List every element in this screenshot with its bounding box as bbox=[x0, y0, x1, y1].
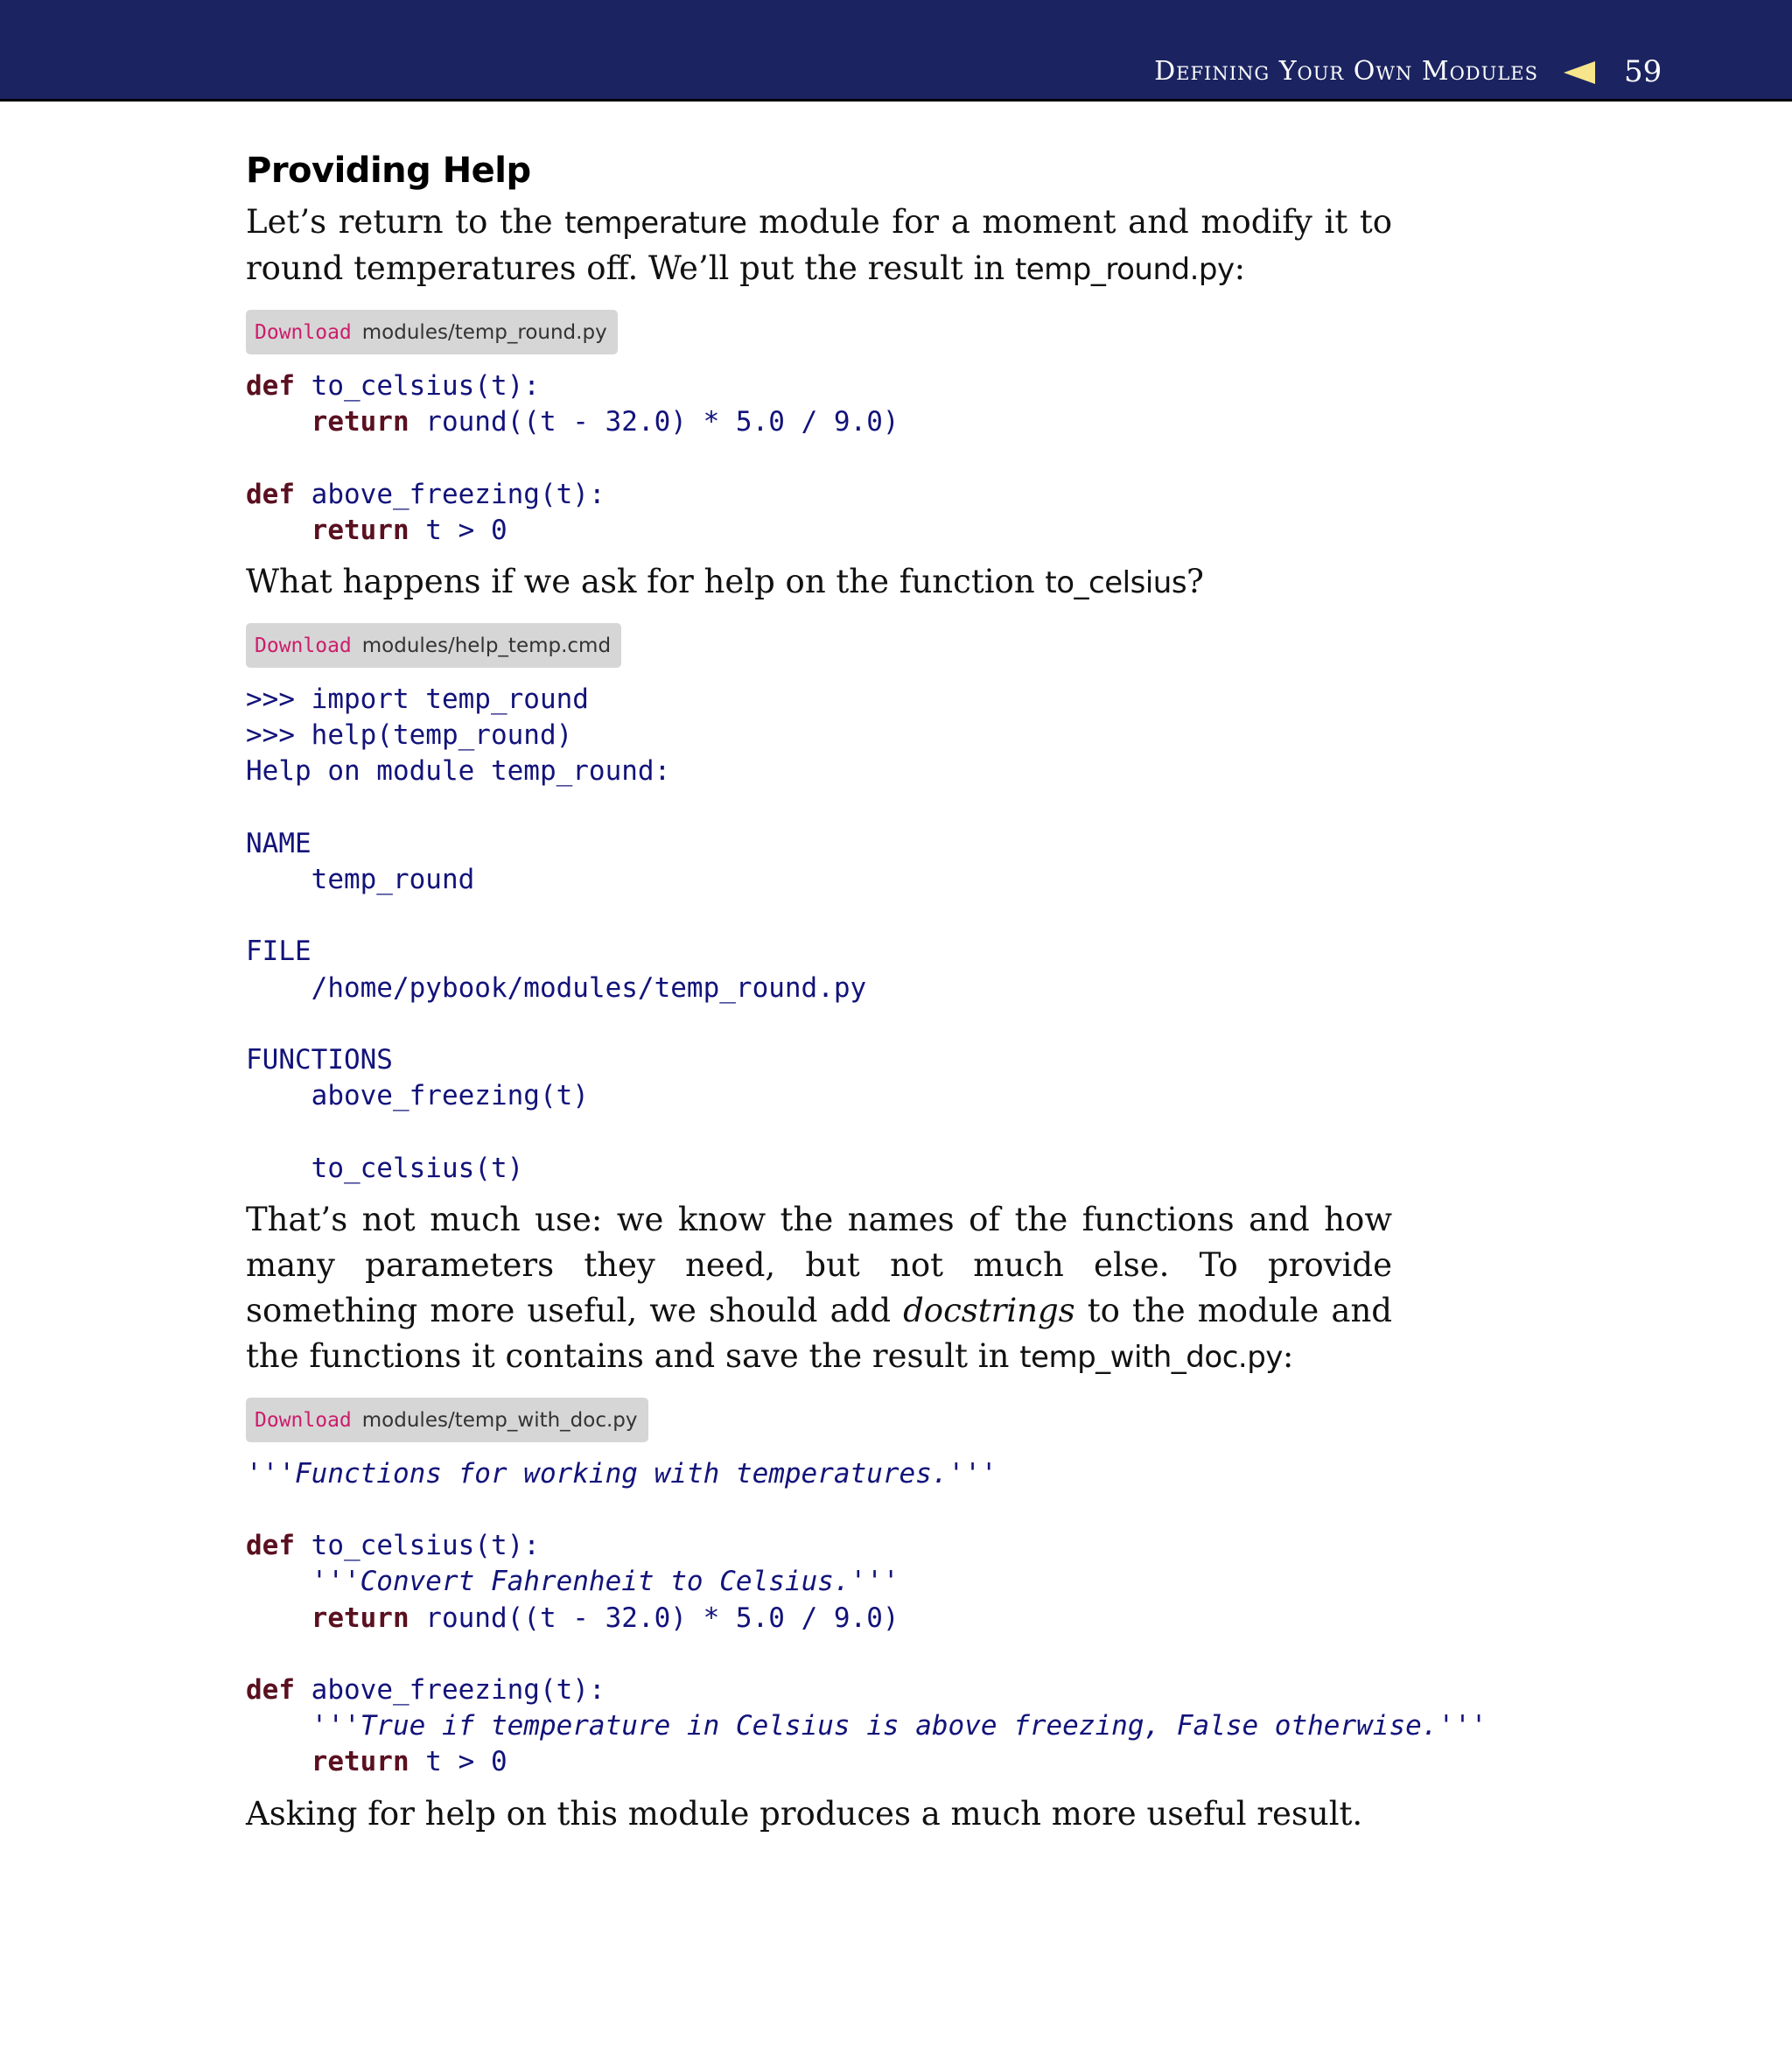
code-line: >>> help(temp_round) bbox=[246, 719, 573, 752]
code-text: round((t - 32.0) * 5.0 / 9.0) bbox=[409, 1602, 900, 1634]
docstring: '''Functions for working with temperatures.''' bbox=[246, 1457, 998, 1490]
code-listing-temp-with-doc bbox=[246, 1456, 1488, 1781]
keyword: return bbox=[311, 406, 410, 438]
download-path: modules/help_temp.cmd bbox=[361, 634, 612, 658]
code-line: temp_round bbox=[246, 864, 475, 896]
code-text: t > 0 bbox=[409, 1746, 508, 1778]
download-link[interactable]: Download bbox=[255, 634, 352, 658]
download-bar bbox=[246, 310, 618, 354]
download-link[interactable]: Download bbox=[255, 321, 352, 344]
running-title: Defining Your Own Modules bbox=[1154, 56, 1538, 87]
page-content bbox=[246, 151, 1488, 1837]
code-listing-help-output bbox=[246, 682, 1392, 1187]
code-text: to_celsius(t): bbox=[295, 1530, 540, 1562]
function-name: to_celsius bbox=[1045, 565, 1187, 601]
code-listing-temp-round bbox=[246, 368, 1392, 549]
keyword: return bbox=[311, 1602, 410, 1634]
download-path: modules/temp_round.py bbox=[361, 321, 607, 344]
code-text: above_freezing(t): bbox=[295, 478, 606, 510]
emphasized-term: docstrings bbox=[903, 1291, 1075, 1329]
code-line: above_freezing(t) bbox=[246, 1080, 589, 1112]
text: : bbox=[1282, 1336, 1294, 1375]
download-bar bbox=[246, 623, 621, 668]
page-header bbox=[0, 0, 1792, 102]
download-path: modules/temp_with_doc.py bbox=[361, 1408, 638, 1432]
paragraph-conclusion: Asking for help on this module produces a much more useful result. bbox=[246, 1794, 1363, 1833]
keyword: return bbox=[311, 514, 410, 546]
code-line: to_celsius(t) bbox=[246, 1152, 524, 1184]
file-name: temp_round.py bbox=[1014, 252, 1235, 287]
code-line: FUNCTIONS bbox=[246, 1044, 393, 1076]
paragraph-intro bbox=[246, 200, 1392, 292]
section-title: Providing Help bbox=[246, 151, 531, 191]
file-name: temp_with_doc.py bbox=[1019, 1339, 1283, 1375]
keyword: def bbox=[246, 1530, 295, 1562]
text: module for a moment and modify it to round temperatures off. We’ll put the result in bbox=[246, 203, 1393, 287]
text: Let’s return to the bbox=[246, 203, 565, 241]
keyword: return bbox=[311, 1746, 410, 1778]
code-text: above_freezing(t): bbox=[295, 1674, 606, 1707]
paragraph-docstrings bbox=[246, 1197, 1392, 1380]
module-name: temperature bbox=[564, 206, 747, 241]
download-link[interactable]: Download bbox=[255, 1408, 352, 1432]
docstring: '''True if temperature in Celsius is above freezing, False otherwise.''' bbox=[311, 1710, 1488, 1742]
text: That’s not much use: we know the names of the functions and how many parameters they need, but not much else. To provide something more useful, we should add bbox=[246, 1200, 1392, 1329]
code-line: Help on module temp_round: bbox=[246, 755, 671, 788]
text: What happens if we ask for help on the function bbox=[246, 563, 1046, 601]
code-text: t > 0 bbox=[409, 514, 508, 546]
code-text: to_celsius(t): bbox=[295, 370, 540, 402]
text: to the module and the functions it contains and save the result in bbox=[246, 1291, 1392, 1375]
code-line: /home/pybook/modules/temp_round.py bbox=[246, 971, 867, 1004]
left-triangle-arrow-icon bbox=[1564, 61, 1595, 84]
download-bar bbox=[246, 1398, 648, 1442]
keyword: def bbox=[246, 370, 295, 402]
paragraph-help-question bbox=[246, 559, 1392, 606]
code-line: >>> import temp_round bbox=[246, 683, 589, 716]
text: ? bbox=[1186, 563, 1204, 601]
code-text: round((t - 32.0) * 5.0 / 9.0) bbox=[409, 406, 900, 438]
keyword: def bbox=[246, 1674, 295, 1707]
keyword: def bbox=[246, 478, 295, 510]
text: : bbox=[1234, 249, 1246, 287]
code-line: NAME bbox=[246, 827, 312, 859]
docstring: '''Convert Fahrenheit to Celsius.''' bbox=[311, 1566, 900, 1598]
page-number: 59 bbox=[1624, 54, 1662, 89]
code-line: FILE bbox=[246, 936, 312, 968]
